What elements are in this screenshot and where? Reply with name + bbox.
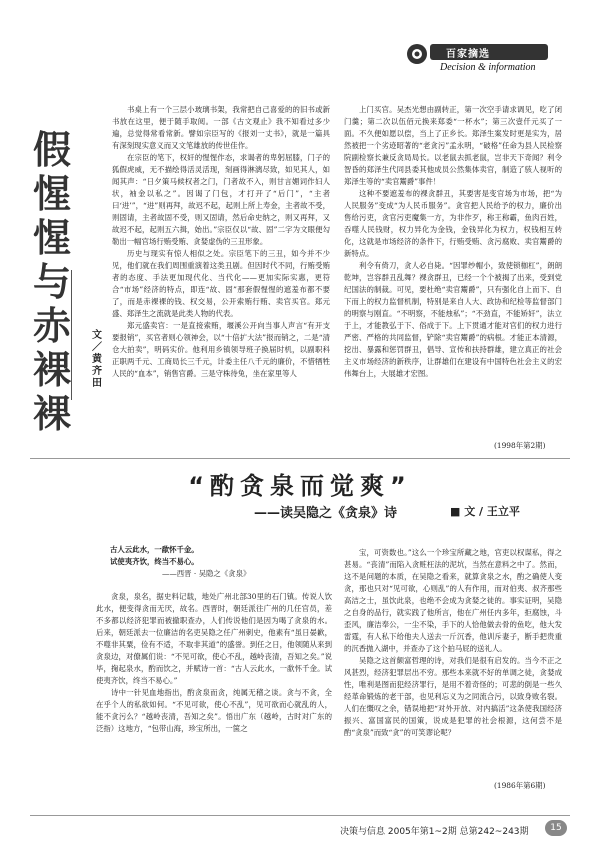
paragraph: 上门买官。吴杰光想由副转正，第一次空手请求调见，吃了闭门羹；第二次以伍佰元换来郑委“一杯水”；第三次壹仟元买了一面。不久便如愿以偿，当上了正乡长。郑泽生案发时更是实为，居然被把一个劣迹昭著的“老贪污”孟永明，“破格”任命为县人民检察院副检察长兼反贪局局长。以老鼠去抓老鼠，岂非天下奇闻？利令智昏的郑泽生代同县委其他成员公然集体卖官，制造了骇人视听的郑泽生等的“卖官鬻爵”事件！ <box>344 105 562 186</box>
paragraph: 贪泉，泉名，据史料记载，地处广州北部30里的石门镇。传说人饮此水，便变得贪而无厌，故名。西晋时，朝廷派往广州的几任官员，差不多都以经济犯罪而被撤职查办，人们传说他们是因为喝了贪泉的水。后来，朝廷派去一位廉洁的名吏吴隐之任广州刺史，他素有“虽日晏歉，不噬非其粟，俭有不适，不取非其道”的盛誉。到任之日，他领随从来到贪泉边，对僚属们说：“不见可欲，使心不乱，越岭丧清，吾知之矣。”说毕，掬起泉水，酌而饮之，并赋诗一首：“古人云此水，一歃怀千金。试使夷齐饮，终当不易心。” <box>96 592 332 685</box>
title-char: 与 <box>32 260 71 304</box>
paragraph: 吴隐之这首颇富哲理的诗，对我们是很有启发的。当今不正之风甚烈，经济犯罪层出不穷。那些本来就不好的单调之徒，贪婪成性，唯利是图而犯经济罪行，是用不着奇怪的；可悲的倒是一些久经革命锻炼的老干部，也见利忘义为之同流合污，以致身败名裂。人们在慨叹之余，错误地把“对外开放、对内搞活”这条使我国经济振兴、富国富民的国策，说成是犯罪的社会根源，这何尝不是酌“贪泉”而致“贪”的可笑谬论呢？ <box>344 656 562 737</box>
article2-date: (1986年第6期) <box>494 781 546 790</box>
author-char: 田 <box>92 378 102 389</box>
author-char: 黄 <box>92 354 102 365</box>
poem-block <box>110 544 250 580</box>
article2-subtitle: ——读吴隐之《贪泉》诗 <box>254 506 398 521</box>
title-divider <box>71 270 72 400</box>
title-char: 赤 <box>32 304 71 348</box>
paragraph: 郑元盛卖官：一是直接索贿，堰溪公开向当事人声言“有开支要报销”，买官者则心领神会，以“十倍扩大法”报而销之，二是“清仓大拍卖”，明码实价。他利用乡镇领导班子换届时机，以副职科正职两千元、工商局长三千元，计委主任八千元的廉价，不惜牺牲人民的“血本”，销售官爵。三是守株待兔，坐在家里等人 <box>112 321 330 378</box>
section-title: 百家摘选 <box>446 49 490 60</box>
article1-date: (1998年第2期) <box>494 441 546 450</box>
author-char: ／ <box>92 342 102 353</box>
poem-source: ——西晋 · 吴隐之《贪泉》 <box>162 569 251 578</box>
section-tag <box>402 42 577 82</box>
paragraph: 宝，可资数也。”这么一个珍宝所藏之地，官吏以权谋私，得之甚易。“丧清”而陷入贪赃枉法的泥坑，当然在意料之中了。然而，这不是问题的本质，在吴隐之看来，就算贪泉之水，酌之确使人变贪，那也只对“见可欲，心则乱”的人有作用，而对伯夷、叔齐那些高洁之士，虽饮此泉，也绝不会成为贪婪之徒的。事实证明，吴隐之自身的品行，就实践了他所言，他在广州任内多年，拒腐蚀，斗歪风，廉洁奉公，一尘不染，手下的人恰他做去骨的鱼吃，他大发雷霆，有人私下给他夫人送去一斤沉香，他训斥妻子，断手把贵重的沉香抛入湖中，并查办了这个拍马屁的送礼人。 <box>344 548 562 653</box>
footer-text: 决策与信息 2005年第1~2期 总第242~243期 <box>340 827 529 837</box>
paragraph: 诗中一针见血地指出，酌贪泉而贪，纯属无稽之谈。贪与不贪，全在乎个人的私欲如何。“不见可欲，使心不乱”，见可欲而心就乱的人，能不贪污么？“越岭丧清，吾知之矣”。悟出广东（越岭，古时对广东的泛指）这地方，“包带山海，珍宝所出，一箧之 <box>96 688 332 733</box>
title-char: 假 <box>32 128 71 172</box>
paragraph: 这种不要遮羞布的裸贪群丑，其要害是变官场为市场，把“为人民服务”变成“为人民币服务”。贪官把人民给予的权力，廉价出售给污吏，贪官污吏魔集一方，为非作歹，称王称霸，鱼肉百姓，吞噬人民钱财，权力异化为金钱，金钱异化为权力，权钱相互转化，这就是市场经济的条件下，行贿受贿、贪污腐败、卖官鬻爵的新特点。 <box>344 189 562 258</box>
footer-rule <box>30 815 570 816</box>
paragraph: 书桌上有一个三层小玻璃书架，我常把自己喜爱的的旧书或新书放在这里，便于随手取阅。一部《古文观止》我不知看过多少遍，总觉得常看常新。譬如宗臣写的《报刘一丈书》，就是一篇具有深刻现实意义而又文笔雄放的传世佳作。 <box>112 105 330 150</box>
article2-title: “酌贪泉而觉爽” <box>188 472 412 500</box>
title-char: 惺 <box>32 216 71 260</box>
poem-line: 试使夷齐饮，终当不易心。 <box>110 557 199 566</box>
title-char: 裸 <box>32 348 71 392</box>
article2-column-1 <box>96 591 332 735</box>
article2-column-2 <box>344 547 562 739</box>
paragraph: 在宗臣的笔下，权奸的惺惺作态，求谒者的卑躬屈膝，门子的狐假虎威，无不描绘得活灵活现，刻画得淋漓尽致，如见其人，如闻其声：“日夕策马候权者之门，门者故不入，则甘言媚词作妇人状，袖金以私之”。因谒了门包，才打开了“后门”，“主者曰‘进’”，“进”则再拜，故迟不起，起则上所上寿金，主者故不受，则固请，主者故固不受，则又固请，然后命史纳之，则又再拜，又故迟不起，起则五六揖，始出。”宗臣仅以“故、固”二字为文眼便勾勒出一幅官场行贿受贿、贪婪虚伪的三丑形象。 <box>112 153 330 246</box>
article1-column-1 <box>112 104 330 380</box>
article2-byline: ■ 文 / 王立平 <box>450 505 520 518</box>
section-subtitle: Decision & information <box>440 62 536 73</box>
page-number: 15 <box>545 820 567 836</box>
article1-column-2 <box>344 104 562 380</box>
title-char: 裸 <box>32 392 71 436</box>
section-logo-icon <box>402 42 432 72</box>
author-char: 文 <box>92 330 102 341</box>
paragraph: 利令有倚刀，贪人必自毙。“因罪纱帽小，致使锁枷杠”，朗朗乾坤，岂容群丑乱舞？裸贪群丑，已经一个个被揭了出来，受到党纪国法的制裁。可见，要杜绝“卖官鬻爵”，只有强化自上而下、自下而上的权力监督机制，特别是来自人大、政协和纪检等监督部门的明察与刚直。“不明察，不能烛私”；“不劲直，不能矫奸”，法立于上，才能教弘于下、俗成于下。上下贯通才能对官们的权力进行严密、严格的共同监督，铲除“卖官鬻爵”的病根。才能正本清源，挖出、暴露和惩罚群丑，倡导、宣传和扶持群雄，建立真正的社会主义市场经济的新秩序，让群雄们在建设有中国特色社会主义的宏伟舞台上，大展雄才宏图。 <box>344 261 562 378</box>
poem-line: 古人云此水，一歃怀千金。 <box>110 545 199 554</box>
article1-author <box>90 330 104 390</box>
author-char: 齐 <box>92 366 102 377</box>
article1-title <box>28 128 76 436</box>
title-char: 惺 <box>32 172 71 216</box>
paragraph: 历史与现实有惊人相似之处。宗臣笔下的三丑，如今并不少见，他们就在我们周围重演着这类丑剧。但因时代不同，行贿受贿者的态度、手法更加现代化、当代化——更加实际实惠，更符合“市场”经济的特点，即连“故、固”那套假惺惺的遮羞布都不要了，而是赤裸裸的钱、权交易，公开索贿行贿、卖官买官。郑元盛、郑泽生之流就是此类人物的代表。 <box>112 249 330 318</box>
article-divider <box>30 458 570 459</box>
